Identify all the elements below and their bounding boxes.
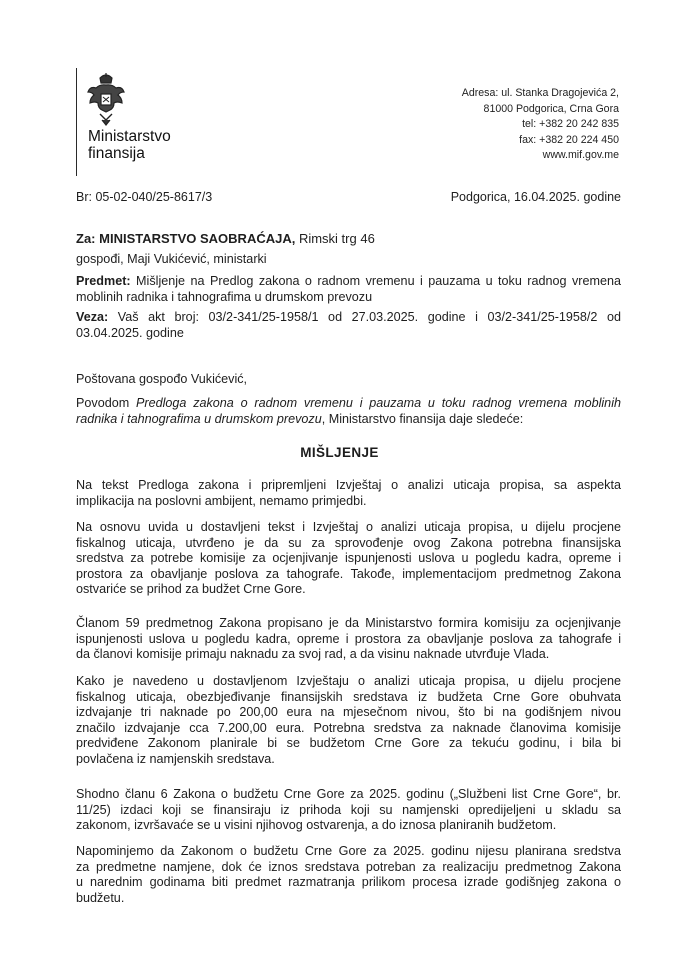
ministry-name-line2: finansija [88, 145, 145, 162]
intro-italic-line2: radnika i tahnografima u drumskom prevozu [76, 411, 322, 426]
recipient-address: Rimski trg 46 [295, 231, 375, 246]
intro-paragraph [76, 396, 621, 427]
address-line: Adresa: ul. Stanka Dragojevića 2, [461, 87, 619, 99]
reference-label: Veza: [76, 310, 109, 324]
paragraph-line: fiskalnog uticaja, obezbjeđivanje finansijskih sredstava iz budžeta Crne Gore obuhvata [76, 689, 621, 704]
body-paragraph-6 [76, 844, 621, 906]
paragraph-line: značilo izdvajanje cca 7.200,00 eura. Potrebna sredstva za naknade članovima komisije [76, 720, 621, 735]
intro-suffix: , Ministarstvo finansija daje sledeće: [321, 411, 524, 426]
paragraph-line: Kako je navedeno u dostavljenom Izvještaju o analizi uticaja propisa, u dijelu procjene [76, 674, 621, 688]
paragraph-line: da članovi komisije primaju naknadu za svoj rad, a da visinu naknade utvrđuje Vlada. [76, 647, 550, 662]
header-divider [76, 68, 77, 176]
recipient [76, 231, 375, 247]
reference-line1: Vaš akt broj: 03/2-341/25-1958/1 od 27.03.2025. godine i 03/2-341/25-1958/2 od [108, 310, 621, 324]
ministry-name-line1: Ministarstvo [88, 128, 171, 145]
paragraph-line: budžetu. [76, 890, 125, 905]
paragraph-line: predviđene Zakonom planirale bi se budžetom Crne Gore za tekuću godinu, i bila bi [76, 736, 621, 751]
document-title: MIŠLJENJE [300, 445, 379, 460]
subject-label: Predmet: [76, 274, 131, 288]
paragraph-line: sredstva za potrebe komisije za ocjenjivanje ispunjenosti uslova u pogledu kadra, opreme i [76, 551, 621, 566]
paragraph-line: Na osnovu uvida u dostavljeni tekst i Izvještaj o analizi uticaja propisa, u dijelu procjene [76, 520, 621, 534]
reference-block [76, 310, 621, 341]
body-paragraph-4 [76, 674, 621, 768]
paragraph-line: za predmetne namjene, dok će iznos sredstava potreban za realizaciju predmetnog Zakona [76, 859, 621, 874]
contact-block [462, 86, 619, 164]
recipient-label: Za: [76, 231, 96, 246]
paragraph-line: ispunjenosti uslova u pogledu kadra, opreme i prostora za obavljanje poslova za tahografe i [76, 631, 621, 646]
paragraph-line: zakonom, izvršavaće se u visini njihovog ostvarenja, a do iznosa planiranih budžetom. [76, 818, 557, 833]
recipient-person: gospođi, Maji Vukićević, ministarki [76, 252, 267, 266]
paragraph-line: fiskalnog uticaja, utvrđeno je da su za sprovođenje ovog Zakona potrebna finansijska [76, 535, 621, 550]
reference-number: Br: 05-02-040/25-8617/3 [76, 190, 213, 204]
ministry-name [88, 128, 171, 162]
paragraph-line: u narednim godinama biti predmet razmatranja prilikom procesa izrade godišnjeg zakona o [76, 875, 621, 890]
intro-prefix: Povodom [76, 396, 136, 410]
intro-italic-line1: Predloga zakona o radnom vremenu i pauzama u toku radnog vremena moblinih [136, 396, 621, 410]
coat-of-arms-icon [86, 72, 126, 126]
subject-line1: Mišljenje na Predlog zakona o radnom vremenu i pauzama u toku radnog vremena [130, 274, 621, 288]
body-paragraph-1 [76, 478, 621, 509]
paragraph-line: Članom 59 predmetnog Zakona propisano je da Ministarstvo formira komisiju za ocjenjivanje [76, 616, 621, 630]
paragraph-line: implikacija na poslovni ambijent, nemamo primjedbi. [76, 493, 367, 508]
paragraph-line: prostora za obavljanje poslova za tahografe. Takođe, implementacijom predmetnog Zakona [76, 566, 621, 581]
phone-line: tel: +382 20 242 835 [522, 118, 619, 130]
body-paragraph-3 [76, 616, 621, 663]
paragraph-line: izdvajanje tri naknade po 200,00 eura na mjesečnom nivou, što bi na godišnjem nivou [76, 705, 621, 720]
place-date: Podgorica, 16.04.2025. godine [450, 190, 621, 204]
salutation: Poštovana gospođo Vukićević, [76, 372, 248, 386]
body-paragraph-2 [76, 520, 621, 598]
paragraph-line: Na tekst Predloga zakona i pripremljeni Izvještaj o analizi uticaja propisa, sa aspekta [76, 478, 621, 492]
reference-line2: 03.04.2025. godine [76, 325, 184, 340]
paragraph-line: povlačena iz namjenskih sredstava. [76, 751, 275, 766]
city-line: 81000 Podgorica, Crna Gora [483, 102, 619, 115]
paragraph-line: 11/25) izdaci koji se finansiraju iz prihoda koji su namjenski opredijeljeni u skladu sa [76, 802, 621, 817]
paragraph-line: Napominjemo da Zakonom o budžetu Crne Gore za 2025. godinu nijesu planirana sredstva [76, 844, 621, 858]
fax-line: fax: +382 20 224 450 [519, 133, 619, 146]
paragraph-line: Shodno članu 6 Zakona o budžetu Crne Gore za 2025. godinu („Službeni list Crne Gore“, br. [76, 787, 621, 801]
subject-block [76, 274, 621, 305]
subject-line2: moblinih radnika i tahnografima u drumskom prevozu [76, 289, 373, 304]
website-link[interactable]: www.mif.gov.me [542, 149, 619, 161]
body-paragraph-5 [76, 787, 621, 834]
paragraph-line: ostvariće se prihod za budžet Crne Gore. [76, 582, 306, 597]
recipient-name: MINISTARSTVO SAOBRAĆAJA, [99, 231, 296, 246]
